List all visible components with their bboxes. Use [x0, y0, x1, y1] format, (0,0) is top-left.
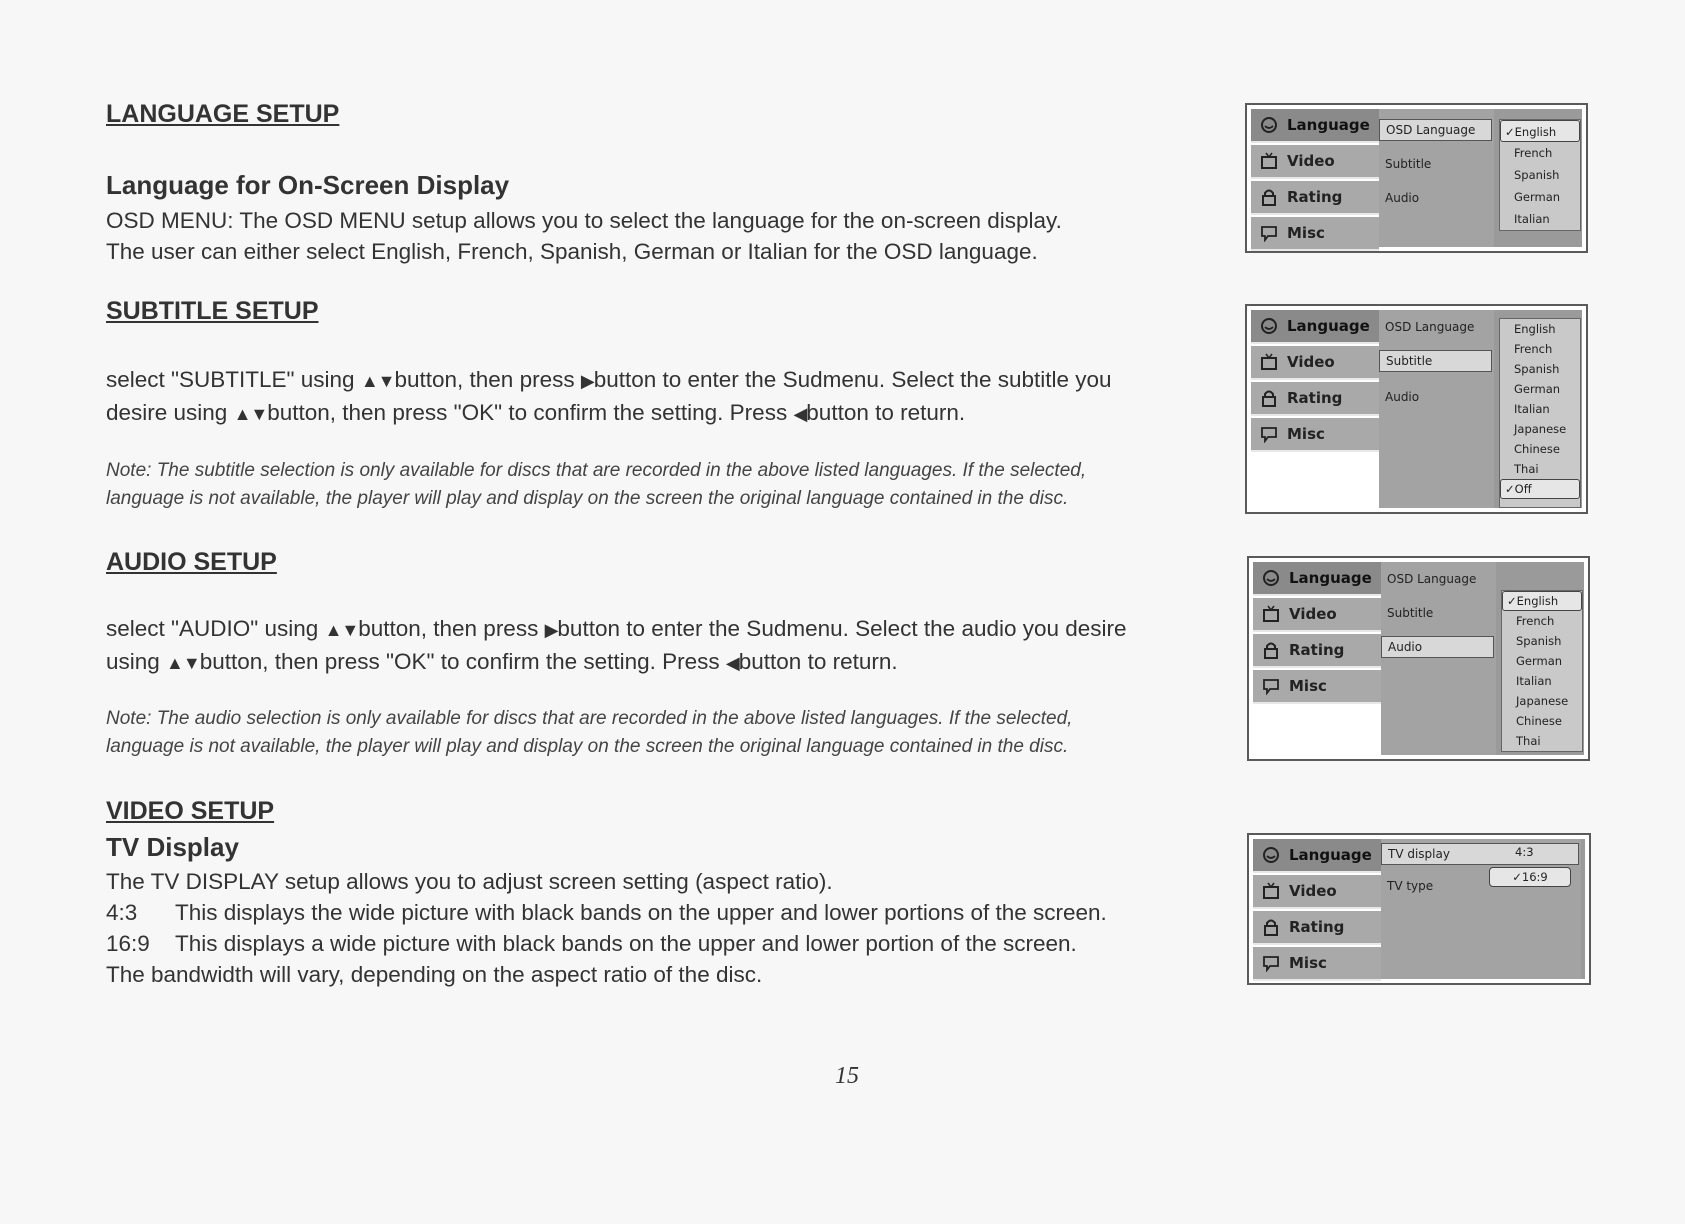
subtitle-option: Subtitle [1379, 350, 1492, 372]
option-japanese: Japanese [1514, 422, 1567, 436]
left-arrow-icon: ◀ [725, 653, 739, 673]
up-down-arrow-icon: ▲▼ [233, 404, 268, 424]
language-setup-line-2: The user can either select English, French, Spanish, German or Italian for the OSD language. [106, 239, 1038, 264]
menu-item-language: Language [1253, 562, 1381, 596]
subtitle-setup-line-1: select "SUBTITLE" using ▲▼button, then press ▶button to enter the Sudmenu. Select the subtitle you [106, 364, 1112, 397]
option-german: German [1514, 382, 1561, 396]
option-thai: Thai [1516, 734, 1541, 748]
menu-item-rating: Rating [1253, 634, 1381, 668]
subtitle-setup-heading: SUBTITLE SETUP [106, 297, 319, 325]
language-setup-heading: LANGUAGE SETUP [106, 100, 340, 128]
chat-icon [1259, 224, 1279, 242]
menu-item-language: Language [1251, 109, 1379, 143]
menu-item-misc: Misc [1253, 670, 1381, 704]
osd-menu-audio [1247, 556, 1590, 761]
up-down-arrow-icon: ▲▼ [360, 371, 395, 391]
option-german: German [1516, 654, 1563, 668]
osd-language-option: OSD Language [1385, 320, 1475, 334]
option-italian: Italian [1516, 674, 1552, 688]
osd-language-option: OSD Language [1387, 572, 1477, 586]
option-chinese: Chinese [1514, 442, 1560, 456]
menu-item-misc: Misc [1251, 418, 1379, 452]
option-french: French [1516, 614, 1555, 628]
chat-icon [1261, 954, 1281, 972]
lock-icon [1259, 188, 1279, 206]
subtitle-option: Subtitle [1385, 157, 1432, 171]
option-english-checked: ✓English [1500, 120, 1580, 142]
tv-display-option: TV display [1381, 843, 1579, 865]
audio-setup-line-1: select "AUDIO" using ▲▼button, then press ▶button to enter the Sudmenu. Select the audio you desire [106, 613, 1127, 646]
option-french: French [1514, 342, 1553, 356]
tv-icon [1261, 605, 1281, 623]
menu-item-rating: Rating [1253, 911, 1381, 945]
lock-icon [1261, 918, 1281, 936]
option-italian: Italian [1514, 402, 1550, 416]
menu-item-video: Video [1251, 145, 1379, 179]
option-japanese: Japanese [1516, 694, 1569, 708]
face-icon [1259, 116, 1279, 134]
audio-setup-line-2: using ▲▼button, then press "OK" to confirm the setting. Press ◀button to return. [106, 646, 1127, 679]
option-english: English [1514, 322, 1556, 336]
osd-language-list [1499, 119, 1581, 231]
right-arrow-icon: ▶ [580, 371, 594, 391]
option-german: German [1514, 190, 1561, 204]
menu-item-misc: Misc [1251, 217, 1379, 251]
aspect-43-option: 4:3 [1515, 845, 1534, 859]
tv-icon [1259, 152, 1279, 170]
option-spanish: Spanish [1516, 634, 1562, 648]
menu-item-language: Language [1251, 310, 1379, 344]
menu-item-misc: Misc [1253, 947, 1381, 981]
menu-item-video: Video [1251, 346, 1379, 380]
option-english-checked: ✓English [1502, 591, 1582, 611]
right-arrow-icon: ▶ [544, 620, 558, 640]
option-thai: Thai [1514, 462, 1539, 476]
option-spanish: Spanish [1514, 362, 1560, 376]
language-setup-line-1: OSD MENU: The OSD MENU setup allows you to select the language for the on-screen display. [106, 208, 1062, 233]
tv-display-subheading: TV Display [106, 832, 239, 862]
audio-language-list [1501, 590, 1583, 752]
left-arrow-icon: ◀ [793, 404, 807, 424]
page-number: 15 [835, 1063, 859, 1089]
video-setup-heading: VIDEO SETUP [106, 797, 275, 825]
subtitle-setup-line-2: desire using ▲▼button, then press "OK" to confirm the setting. Press ◀button to return. [106, 397, 1112, 430]
video-ratio-43-line: 4:3 This displays the wide picture with black bands on the upper and lower portions of the screen. [106, 900, 1107, 925]
option-spanish: Spanish [1514, 168, 1560, 182]
face-icon [1259, 317, 1279, 335]
osd-menu-language [1245, 103, 1588, 253]
audio-option: Audio [1381, 636, 1494, 658]
menu-item-rating: Rating [1251, 382, 1379, 416]
video-setup-line-1: The TV DISPLAY setup allows you to adjust screen setting (aspect ratio). [106, 869, 833, 894]
menu-item-video: Video [1253, 598, 1381, 632]
audio-option: Audio [1385, 390, 1420, 404]
tv-icon [1261, 882, 1281, 900]
lock-icon [1261, 641, 1281, 659]
video-ratio-169-line: 16:9 This displays a wide picture with black bands on the upper and lower portion of the screen. [106, 931, 1077, 956]
menu-item-language: Language [1253, 839, 1381, 873]
subtitle-option: Subtitle [1387, 606, 1434, 620]
menu-item-rating: Rating [1251, 181, 1379, 215]
subtitle-note-line-2: language is not available, the player will play and display on the screen the original language contained in the disc. [106, 488, 1069, 509]
face-icon [1261, 846, 1281, 864]
audio-option: Audio [1385, 191, 1420, 205]
osd-menu-video [1247, 833, 1591, 985]
lock-icon [1259, 389, 1279, 407]
aspect-169-option-checked: ✓16:9 [1489, 867, 1571, 887]
language-osd-subheading: Language for On-Screen Display [106, 170, 510, 200]
osd-menu-subtitle [1245, 304, 1588, 514]
audio-setup-heading: AUDIO SETUP [106, 548, 277, 576]
tv-icon [1259, 353, 1279, 371]
up-down-arrow-icon: ▲▼ [166, 653, 200, 673]
option-italian: Italian [1514, 212, 1550, 226]
option-french: French [1514, 146, 1553, 160]
chat-icon [1261, 677, 1281, 695]
face-icon [1261, 569, 1281, 587]
tv-type-option: TV type [1387, 879, 1434, 893]
osd-language-option: OSD Language [1379, 119, 1492, 141]
audio-note-line-1: Note: The audio selection is only available for discs that are recorded in the above listed languages. If the selected, [106, 708, 1073, 729]
up-down-arrow-icon: ▲▼ [324, 620, 359, 640]
video-setup-line-4: The bandwidth will vary, depending on the aspect ratio of the disc. [106, 962, 763, 987]
chat-icon [1259, 425, 1279, 443]
menu-item-video: Video [1253, 875, 1381, 909]
subtitle-language-list [1499, 318, 1581, 508]
subtitle-note-line-1: Note: The subtitle selection is only available for discs that are recorded in the above listed languages. If the selected, [106, 460, 1087, 481]
option-chinese: Chinese [1516, 714, 1562, 728]
option-off-checked: ✓Off [1500, 479, 1580, 499]
audio-note-line-2: language is not available, the player will play and display on the screen the original language contained in the disc. [106, 736, 1069, 757]
